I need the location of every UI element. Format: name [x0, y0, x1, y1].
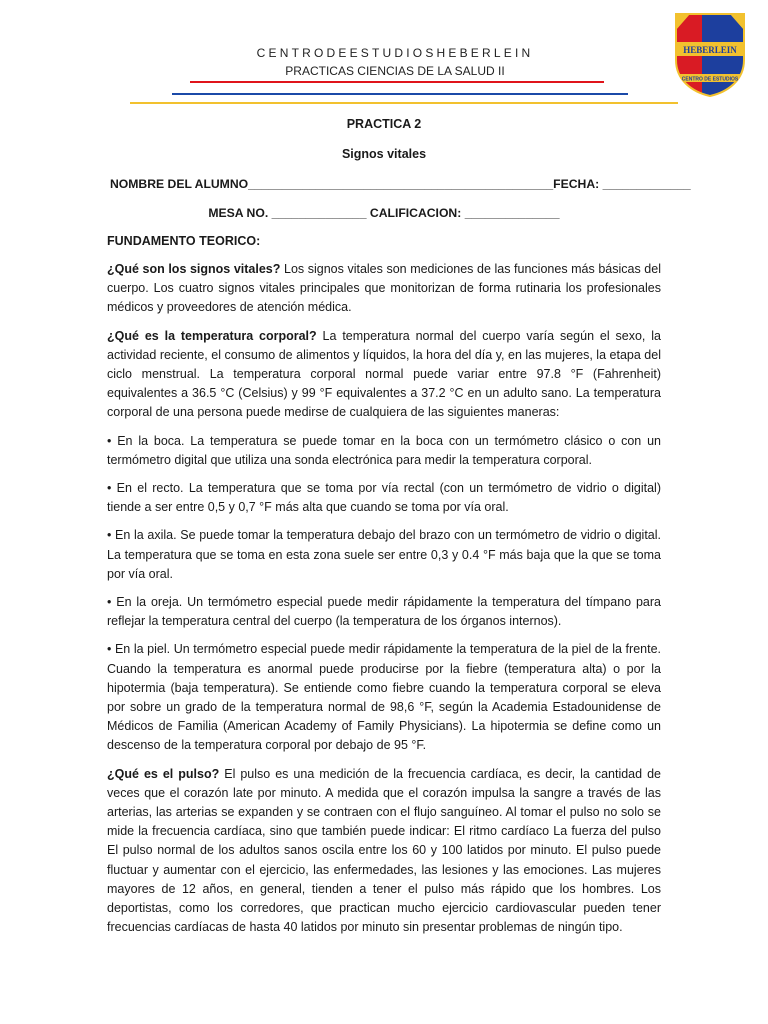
paragraph-lead: ¿Qué es el pulso? [107, 766, 220, 781]
name-blank: _____________________________________________ [248, 177, 554, 191]
practice-number: PRACTICA 2 [346, 117, 422, 131]
paragraph-text: • En el recto. La temperatura que se toma por vía rectal (con un termómetro de vidrio o digital) tiende a ser entre 0,5 y 0,7 °F más alta que cuando se toma por vía oral. [107, 481, 661, 515]
date-label: FECHA: [553, 177, 600, 191]
paragraph [107, 526, 661, 584]
paragraph [107, 593, 661, 631]
paragraph-text: • En la piel. Un termómetro especial puede medir rápidamente la temperatura de la piel de la frente. Cuando la temperatura es anormal puede producirse por la fiebre (temperatura alta) o por la hipotermia (baja temperatura). Se entiende como fiebre cuando la temperatura corporal se eleva por sobre un grado de la temperatura normal de 98,6 °F, según la Academia Estadounidense de Médicos de Familia (American Academy of Family Physicians). La hipotermia se define como un descenso de la temperatura corporal por debajo de 95 °F. [107, 642, 661, 753]
paragraph-text: La temperatura normal del cuerpo varía según el sexo, la actividad reciente, el consumo de alimentos y líquidos, la hora del día y, en las mujeres, la etapa del ciclo menstrual. La temperatura corporal normal puede variar entre 97.8 °F (Fahrenheit) equivalentes a 36.5 °C (Celsius) y 99 °F equivalentes a 37.2 °C en un adulto sano. La temperatura corporal de una persona puede medirse de cualquiera de las siguientes maneras: [107, 328, 661, 420]
mesa-label: MESA NO. [208, 206, 269, 220]
paragraph [107, 327, 661, 423]
grade-blank: ______________ [464, 206, 560, 220]
paragraph-text: • En la oreja. Un termómetro especial puede medir rápidamente la temperatura del tímpano para reflejar la temperatura central del cuerpo (la temperatura de los órganos internos). [107, 595, 661, 629]
paragraph-lead: ¿Qué es la temperatura corporal? [107, 328, 317, 343]
school-logo [672, 10, 748, 98]
mesa-blank: ______________ [271, 206, 367, 220]
logo-text-top: HEBERLEIN [683, 45, 737, 55]
blue-divider [172, 93, 628, 95]
logo-text-bottom: CENTRO DE ESTUDIOS [681, 76, 739, 83]
paragraph [107, 432, 661, 470]
yellow-divider [130, 102, 678, 104]
paragraph [107, 260, 661, 318]
date-blank: _____________ [602, 177, 691, 191]
paragraph-text: El pulso es una medición de la frecuencia cardíaca, es decir, la cantidad de veces que el corazón late por minuto. A medida que el corazón impulsa la sangre a través de las arterias, las arterias se expanden y se contraen con el flujo sanguíneo. Al tomar el pulso no solo se mide la frecuencia cardíaca, sino que también puede indicar: El ritmo cardíaco La fuerza del pulso El pulso normal de los adultos sanos oscila entre los 60 y 100 latidos por minuto. El pulso puede fluctuar y aumentar con el ejercicio, las enfermedades, las lesiones y las emociones. Las mujeres mayores de 12 años, en general, tienden a tener el pulso más rápido que los hombres. Los deportistas, como los corredores, que practican mucho ejercicio cardiovascular pueden tener frecuencias cardíacas de hasta 40 latidos por minuto sin presentar problemas de ningún tipo. [107, 766, 661, 935]
course-name: PRACTICAS CIENCIAS DE LA SALUD II [285, 64, 505, 78]
paragraph-lead: ¿Qué son los signos vitales? [107, 262, 281, 276]
mesa-grade-line [0, 206, 768, 220]
grade-label: CALIFICACION: [369, 206, 462, 220]
student-name-line [110, 177, 691, 191]
document-body [107, 260, 661, 947]
school-name: CENTRODEESTUDIOSHEBERLEIN [256, 46, 534, 60]
section-heading: FUNDAMENTO TEORICO: [107, 234, 261, 248]
practice-subject: Signos vitales [341, 147, 427, 161]
paragraph-text: • En la boca. La temperatura se puede tomar en la boca con un termómetro clásico o con un termómetro digital que utiliza una sonda electrónica para medir la temperatura corporal. [107, 433, 661, 467]
red-divider [190, 81, 604, 83]
paragraph [107, 640, 661, 755]
paragraph [107, 765, 661, 938]
name-label: NOMBRE DEL ALUMNO [110, 177, 249, 191]
paragraph-text: • En la axila. Se puede tomar la temperatura debajo del brazo con un termómetro de vidrio o digital. La temperatura que se toma en esta zona suele ser entre 0,3 y 0.4 °F más baja que la que se toma por vía oral. [107, 528, 661, 581]
paragraph-text: Los signos vitales son mediciones de las funciones más básicas del cuerpo. Los cuatro signos vitales principales que monitorizan de forma rutinaria los profesionales médicos y proveedores de atención médica. [107, 262, 661, 315]
paragraph [107, 479, 661, 517]
